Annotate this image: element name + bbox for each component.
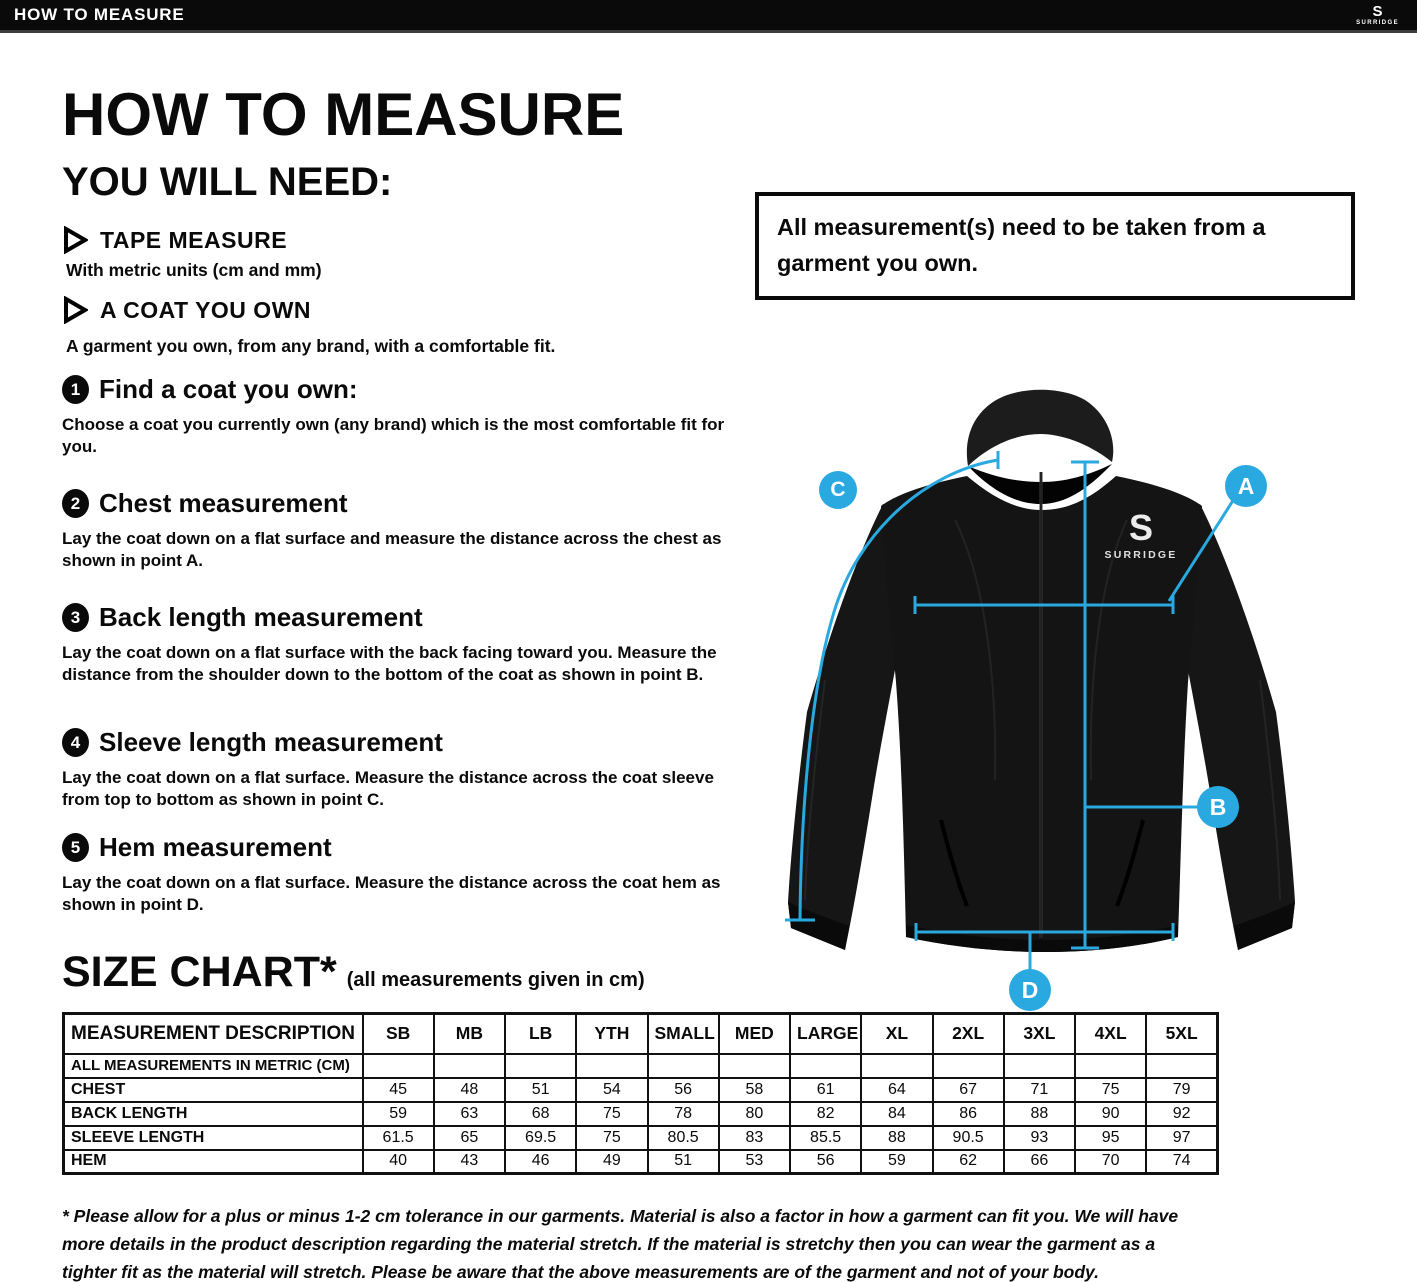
step-2 [62,488,746,573]
marker-b: B [1197,786,1239,828]
size-chart-table [62,1012,1219,1175]
step-header [62,832,746,863]
requirement-tape-measure [62,226,287,254]
step-body: Lay the coat down on a flat surface with the back facing toward you. Measure the distance from the shoulder down to the bottom of the coat as shown in point B. [62,643,717,685]
column-header: 3XL [1004,1014,1075,1054]
triangle-bullet-icon [62,226,88,254]
column-header: LB [505,1014,576,1054]
tolerance-footnote [62,1202,1372,1282]
step-body: Lay the coat down on a flat surface and measure the distance across the chest as shown in point A. [62,529,722,571]
step-body: Lay the coat down on a flat surface. Measure the distance across the coat sleeve from top to bottom as shown in point C. [62,768,714,810]
marker-c: C [819,471,857,509]
row-label: SLEEVE LENGTH [64,1126,363,1150]
requirement-coat [62,296,311,324]
step-5 [62,832,746,917]
measurement-note-box [755,192,1355,300]
surridge-logo-icon: S [1372,3,1383,20]
marker-d: D [1009,969,1051,1011]
step-body: Choose a coat you currently own (any brand) which is the most comfortable fit for you. [62,415,725,457]
footnote-line: more details in the product description regarding the material stretch. If the material is stretchy then you can wear the garment as a [62,1234,1156,1254]
step-title: Hem measurement [99,832,332,862]
jacket-logo-text: SURRIDGE [1104,549,1178,561]
row-label: BACK LENGTH [64,1102,363,1126]
column-header: MED [719,1014,790,1054]
column-header: XL [861,1014,932,1054]
step-number-badge: 3 [62,603,89,632]
top-bar [0,0,1417,33]
step-title: Find a coat you own: [99,374,358,404]
page-title: HOW TO MEASURE [62,81,625,148]
step-header [62,602,746,633]
step-header [62,727,746,758]
column-header: SB [363,1014,434,1054]
marker-a: A [1225,465,1267,507]
table-row-hem: HEM 40 43 46 49 51 53 56 59 62 66 70 74 [64,1150,1218,1174]
step-1 [62,374,746,459]
step-4 [62,727,746,812]
requirement-label: TAPE MEASURE [100,226,288,253]
jacket-measurement-diagram [755,380,1360,1015]
row-label: CHEST [64,1078,363,1102]
footnote-line: tighter fit as the material will stretch. Please be aware that the above measurements are of the garment and not of your body. [62,1262,1099,1282]
step-header [62,374,746,405]
column-header: 4XL [1075,1014,1146,1054]
top-bar-title: HOW TO MEASURE [14,5,185,24]
table-row-back-length: BACK LENGTH 59 63 68 75 78 80 82 84 86 88 90 92 [64,1102,1218,1126]
column-header: YTH [576,1014,647,1054]
triangle-bullet-icon [62,296,88,324]
column-header: MEASUREMENT DESCRIPTION [64,1014,363,1054]
step-number-badge: 4 [62,728,89,757]
measurement-note-text: All measurement(s) need to be taken from a garment you own. [777,214,1266,277]
footnote-line: * Please allow for a plus or minus 1-2 cm tolerance in our garments. Material is also a factor in how a garment can fit you. We will have [62,1206,1179,1226]
jacket-silhouette [788,390,1295,952]
table-row-chest: CHEST 45 48 51 54 56 58 61 64 67 71 75 79 [64,1078,1218,1102]
step-title: Sleeve length measurement [99,727,443,757]
step-number-badge: 1 [62,375,89,404]
size-chart-title: SIZE CHART* [62,948,337,996]
step-number-badge: 2 [62,489,89,518]
requirement-label: A COAT YOU OWN [100,296,312,323]
column-header: 2XL [933,1014,1004,1054]
step-body: Lay the coat down on a flat surface. Measure the distance across the coat hem as shown in point D. [62,873,721,915]
section-you-will-need: YOU WILL NEED: [62,160,393,204]
step-number-badge: 5 [62,833,89,862]
step-3 [62,602,746,687]
surridge-logo [1356,4,1417,26]
column-header: 5XL [1146,1014,1217,1054]
surridge-logo-text: SURRIDGE [1356,20,1399,26]
table-row-sleeve-length: SLEEVE LENGTH 61.5 65 69.5 75 80.5 83 85.5 88 90.5 93 95 97 [64,1126,1218,1150]
step-title: Back length measurement [99,602,423,632]
step-header [62,488,746,519]
step-title: Chest measurement [99,488,348,518]
column-header: LARGE [790,1014,861,1054]
row-label: HEM [64,1150,363,1174]
requirement-description: With metric units (cm and mm) [66,260,322,280]
size-chart-heading [62,948,645,997]
metric-note-row [64,1054,1218,1078]
column-header: MB [434,1014,505,1054]
jacket-logo-icon: S [1128,507,1154,548]
size-chart-subtitle: (all measurements given in cm) [346,969,645,991]
requirement-description: A garment you own, from any brand, with a comfortable fit. [66,336,556,356]
column-header: SMALL [648,1014,719,1054]
metric-note-cell: ALL MEASUREMENTS IN METRIC (CM) [64,1054,363,1078]
size-chart-header-row [64,1014,1218,1054]
